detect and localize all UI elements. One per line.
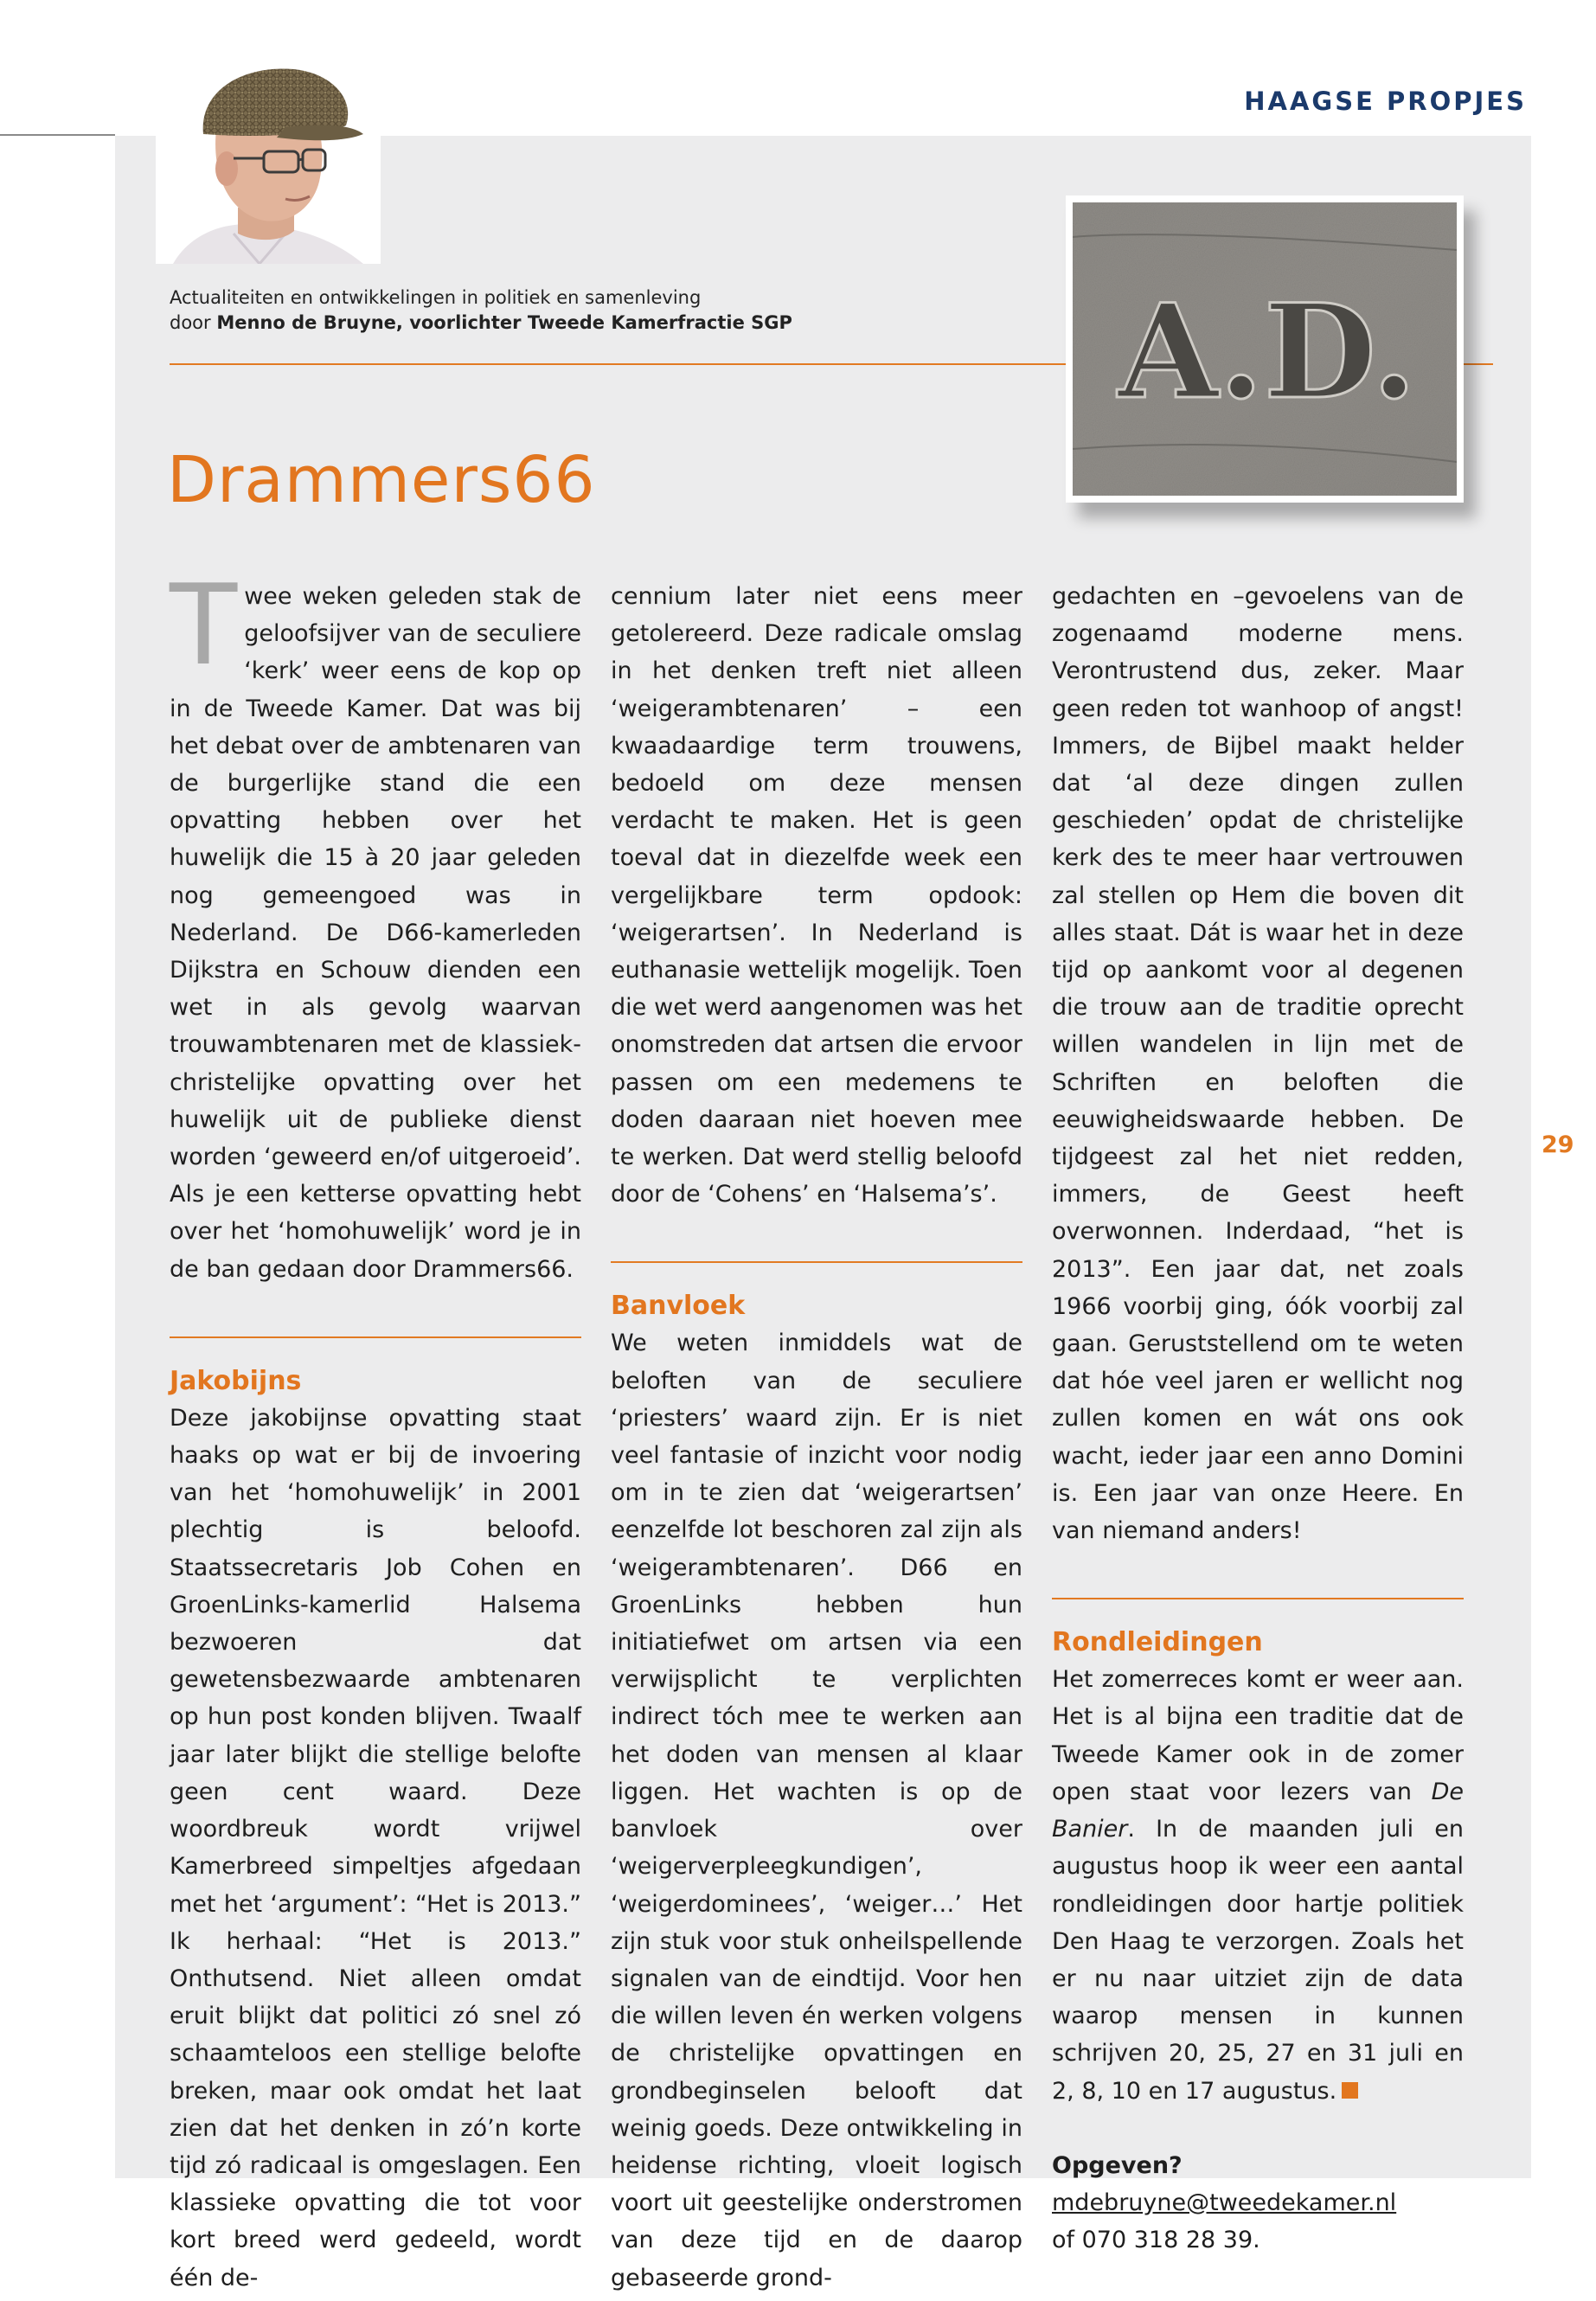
signup-email-link[interactable]: mdebruyne@tweedekamer.nl [1052, 2189, 1397, 2216]
signup-phone: of 070 318 28 39. [1052, 2227, 1260, 2254]
section-heading-jakobijns: Jakobijns [170, 1365, 302, 1396]
rondleidingen-publication: De Banier [1052, 1778, 1464, 1843]
rondleidingen-paragraph [1052, 1661, 1464, 2109]
article-column-2 [611, 578, 1022, 2297]
end-of-article-square-icon [1342, 2082, 1358, 2099]
byline-prefix: door [170, 312, 217, 333]
jakobijns-continued-paragraph: cennium later niet eens meer getolereerd. Deze radicale omslag in het denken treft niet alleen ‘weigerambtenaren’ – een kwaadaardige term trouwens, bedoeld om deze mensen verdacht te maken. Het is geen toeval dat in diezelfde week een vergelijkbare term opdook: ‘weigerartsen’. In Nederland is euthanasie wettelijk mogelijk. Toen die wet werd aangenomen was het onomstreden dat artsen die ervoor passen om een medemens te doden daaraan niet hoeven mee te werken. Dat werd stellig beloofd door de ‘Cohens’ en ‘Halsema’s’. [611, 583, 1022, 1208]
banvloek-continued-paragraph: gedachten en –gevoelens van de zogenaamd moderne mens. Verontrustend dus, zeker. Maar geen reden tot wanhoop of angst! Immers, de Bijbel maakt helder dat ‘al deze dingen zullen geschieden’ opdat de christelijke kerk des te meer haar vertrouwen zal stellen op Hem die boven dit alles staat. Dát is waar het in deze tijd op aankomt voor al degenen die trouw aan de traditie oprecht willen wandelen in lijn met de Schriften en beloften die eeuwigheidswaarde hebben. De tijdgeest zal het niet redden, immers, de Geest heeft overwonnen. Inderdaad, “het is 2013”. Een jaar dat, net zoals 1966 voorbij ging, óók voorbij zal gaan. Geruststellend om te weten dat hóe veel jaren er wellicht nog zullen komen en wát ons ook wacht, ieder jaar een anno Domini is. Een jaar van onze Heere. En van niemand anders! [1052, 583, 1464, 1545]
spacer [1052, 2110, 1464, 2147]
subtitle-byline [170, 311, 792, 336]
article-subtitle [170, 285, 792, 336]
section-heading-banvloek: Banvloek [611, 1291, 746, 1322]
jakobijns-paragraph: Deze jakobijnse opvatting staat haaks op wat er bij de invoering van het ‘homohuwelijk’ in 2001 plechtig is beloofd. Staatssecretaris Job Cohen en GroenLinks-kamerlid Halsema bezwoeren dat gewetensbezwaarde ambtenaren op hun post konden blijven. Twaalf jaar later blijkt die stellige belofte geen cent waard. Deze woordbreuk wordt vrijwel Kamerbreed simpeltjes afgedaan met het ‘argument’: “Het is 2013.” Ik herhaal: “Het is 2013.” Onthutsend. Niet alleen omdat eruit blijkt dat politici zó snel zó schaamteloos een stellige belofte breken, maar ook omdat het laat zien dat het denken in zó’n korte tijd zó radicaal is omgeslagen. Een klassieke opvatting die tot voor kort breed werd gedeeld, wordt één de- [170, 1404, 581, 2291]
section-title: HAAGSE PROPJES [1244, 87, 1527, 116]
author-portrait [156, 48, 381, 264]
rondleidingen-text-a: Het zomerreces komt er weer aan. Het is al bijna een traditie dat de Tweede Kamer ook in de zomer open staat voor lezers van [1052, 1666, 1464, 1805]
page-number: 29 [1542, 1131, 1574, 1158]
stone-carving-photo [1073, 202, 1457, 496]
top-left-rule [0, 134, 115, 136]
article-column-3 [1052, 578, 1464, 2259]
section-divider [611, 1261, 1022, 1263]
article-column-1 [170, 561, 581, 2297]
section-divider [1052, 1598, 1464, 1599]
section-divider [170, 1336, 581, 1338]
intro-text: wee weken geleden stak de geloofsijver van de seculiere ‘kerk’ weer eens de kop op in de Tweede Kamer. Dat was bij het debat over de ambtenaren van de burgerlijke stand die een opvatting hebben over het huwelijk die 15 à 20 jaar geleden nog gemeengoed was in Nederland. De D66-kamerleden Dijkstra en Schouw dienden een wet in als gevolg waarvan trouwambtenaren met de klassiek-christelijke opvatting over het huwelijk uit de publieke dienst worden ‘geweerd en/of uitgeroeid’. Als je een ketterse opvatting hebt over het ‘homohuwelijk’ word je in de ban gedaan door Drammers66. [170, 583, 581, 1283]
stone-photo-frame [1066, 195, 1464, 503]
subtitle-line: Actualiteiten en ontwikkelingen in politiek en samenleving [170, 287, 702, 308]
banvloek-paragraph: We weten inmiddels wat de beloften van de seculiere ‘priesters’ waard zijn. Er is niet veel fantasie of inzicht voor nodig om in te zien dat ‘weigerartsen’ eenzelfde lot beschoren zal zijn als ‘weigerambtenaren’. D66 en GroenLinks hebben hun initiatiefwet om artsen via een verwijsplicht te verplichten indirect tóch mee te werken aan het doden van mensen al klaar liggen. Het wachten is op de banvloek over ‘weigerverpleegkundigen’, ‘weigerdominees’, ‘weiger…’ Het zijn stuk voor stuk onheilspellende signalen van de eindtijd. Voor hen die willen leven én werken volgens de christelijke opvattingen en grondbeginselen belooft dat weinig goeds. Deze ontwikkeling in heidense richting, vloeit logisch voort uit geestelijke onderstromen van deze tijd en de daarop gebaseerde grond- [611, 1330, 1022, 2291]
rondleidingen-text-b: . In de maanden juli en augustus hoop ik weer een aantal rondleidingen door hartje politiek Den Haag te verzorgen. Zoals het er nu naar uitziet zijn de data waarop mensen in kunnen schrijven 20, 25, 27 en 31 juli en 2, 8, 10 en 17 augustus. [1052, 1816, 1464, 2105]
drop-cap: T [170, 561, 238, 690]
intro-paragraph [170, 561, 581, 1288]
article-headline: Drammers66 [167, 443, 596, 517]
carved-initials: A.D. [1118, 276, 1417, 428]
byline-author: Menno de Bruyne, voorlichter Tweede Kamerfractie SGP [216, 312, 792, 333]
signup-heading: Opgeven? [1052, 2151, 1183, 2179]
section-heading-rondleidingen: Rondleidingen [1052, 1627, 1263, 1658]
